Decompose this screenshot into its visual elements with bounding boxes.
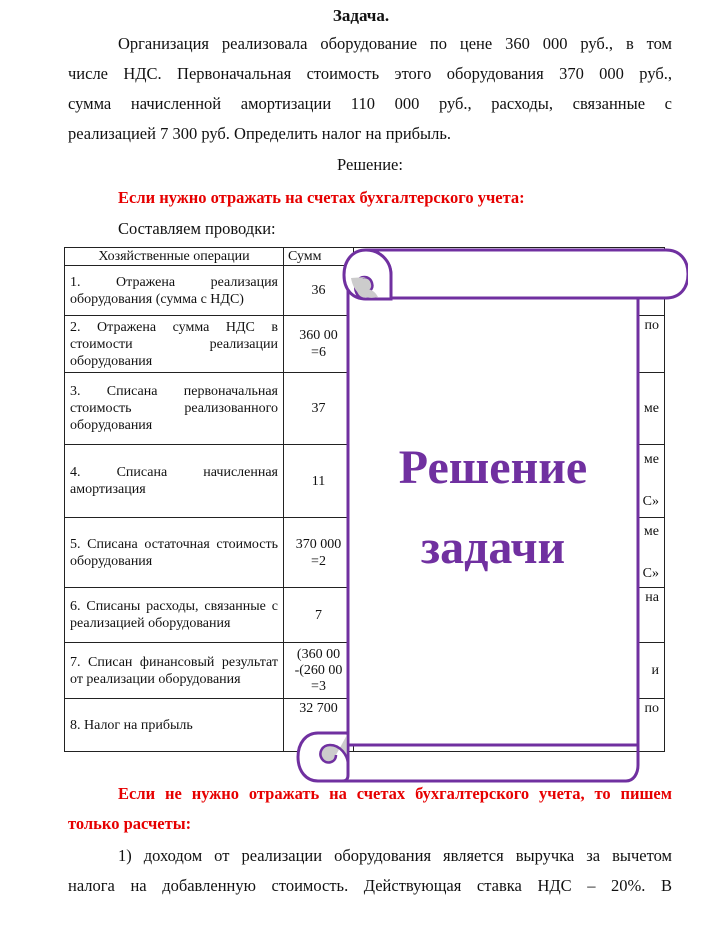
operation-cell: 5. Списана остаточная стоимость оборудования: [65, 518, 284, 588]
note-cell: по: [354, 699, 665, 752]
overlay-text: [346, 428, 640, 588]
note-cell: по: [354, 316, 665, 373]
sum-cell: 370 000 =2: [284, 518, 354, 588]
task-line: реализацией 7 300 руб. Определить налог на прибыль.: [68, 124, 452, 143]
entries-intro: Составляем проводки:: [118, 219, 276, 238]
section2-heading: [68, 779, 672, 839]
task-text: [68, 29, 672, 149]
header-sum: Сумм: [284, 248, 354, 266]
note-cell: ме С»: [354, 518, 665, 588]
task-line: Организация реализовала оборудование по цене 360 000 руб., в том: [118, 34, 672, 53]
operation-cell: 3. Списана первоначальная стоимость реализованного оборудования: [65, 373, 284, 445]
operation-cell: 1. Отражена реализация оборудования (сумма с НДС): [65, 266, 284, 316]
sum-cell: 11: [284, 445, 354, 518]
operation-cell: 7. Списан финансовый результат от реализации оборудования: [65, 643, 284, 699]
operation-cell: 2. Отражена сумма НДС в стоимости реализации оборудования: [65, 316, 284, 373]
header-operations: Хозяйственные операции: [65, 248, 284, 266]
operation-cell: 6. Списаны расходы, связанные с реализацией оборудования: [65, 588, 284, 643]
operation-cell: 8. Налог на прибыль: [65, 699, 284, 752]
sum-cell: (360 00 -(260 00 =3: [284, 643, 354, 699]
note-cell: и: [354, 643, 665, 699]
calc-line-1: 1) доходом от реализации оборудования является выручка за вычетом: [118, 846, 672, 865]
section1-heading: Если нужно отражать на счетах бухгалтерского учета:: [118, 188, 525, 207]
section2-line-2: только расчеты:: [68, 814, 192, 833]
note-cell: ме: [354, 373, 665, 445]
task-line: числе НДС. Первоначальная стоимость этого оборудования 370 000 руб.,: [68, 64, 672, 83]
sum-cell: 7: [284, 588, 354, 643]
sum-cell: 32 700: [284, 699, 354, 752]
section2-line-1: Если не нужно отражать на счетах бухгалтерского учета, то пишем: [118, 784, 672, 803]
operation-cell: 4. Списана начисленная амортизация: [65, 445, 284, 518]
page-title: Задача.: [332, 6, 390, 25]
note-cell: ме С»: [354, 445, 665, 518]
calc-text: [68, 841, 672, 901]
solution-heading: Решение:: [337, 155, 403, 174]
sum-cell: 37: [284, 373, 354, 445]
overlay-line-2: задачи: [420, 521, 566, 574]
note-cell: на: [354, 588, 665, 643]
calc-line-2: налога на добавленную стоимость. Действующая ставка НДС – 20%. В: [68, 876, 672, 895]
task-line: сумма начисленной амортизации 110 000 руб., расходы, связанные с: [68, 94, 672, 113]
sum-cell: 360 00 =6: [284, 316, 354, 373]
sum-cell: 36: [284, 266, 354, 316]
overlay-line-1: Решение: [398, 441, 588, 494]
